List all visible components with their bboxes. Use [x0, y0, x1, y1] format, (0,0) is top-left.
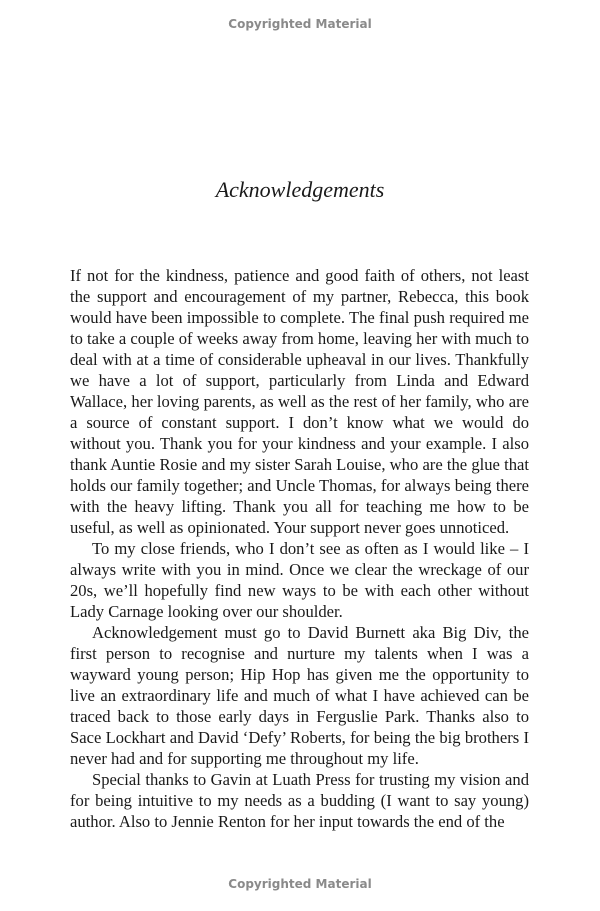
page-title: Acknowledgements — [215, 177, 385, 202]
paragraph-friends: To my close friends, who I don’t see as often as I would like – I always write with you in mind. Once we clear the wreckage of our 20s, we’ll hopefully find new ways to be with each other without Lady Carnage looking over our shoulder. — [70, 539, 529, 621]
copyright-watermark-top: Copyrighted Material — [228, 17, 372, 31]
paragraph-mentors: Acknowledgement must go to David Burnett aka Big Div, the first person to recognise and nurture my talents when I was a wayward young person; Hip Hop has given me the opportunity to live an extraordinary life and much of what I have achieved can be traced back to those early days in Ferguslie Park. Thanks also to Sace Lockhart and David ‘Defy’ Roberts, for being the big brothers I never had and for supporting me throughout my life. — [70, 623, 529, 768]
paragraph-publisher: Special thanks to Gavin at Luath Press for trusting my vision and for being intuitive to my needs as a budding (I want to say young) author. Also to Jennie Renton for her input towards the end of the — [70, 770, 529, 831]
acknowledgements-body — [70, 265, 529, 832]
copyright-watermark-bottom: Copyrighted Material — [228, 877, 372, 891]
paragraph-partner-family: If not for the kindness, patience and good faith of others, not least the support and encouragement of my partner, Rebecca, this book would have been impossible to complete. The final push required me to take a couple of weeks away from home, leaving her with much to deal with at a time of considerable upheaval in our lives. Thankfully we have a lot of support, particularly from Linda and Edward Wallace, her loving parents, as well as the rest of her family, who are a source of constant support. I don’t know what we would do without you. Thank you for your kindness and your example. I also thank Auntie Rosie and my sister Sarah Louise, who are the glue that holds our family together; and Uncle Thomas, for always being there with the heavy lifting. Thank you all for teaching me how to be useful, as well as opinionated. Your support never goes unnoticed. — [70, 266, 529, 537]
